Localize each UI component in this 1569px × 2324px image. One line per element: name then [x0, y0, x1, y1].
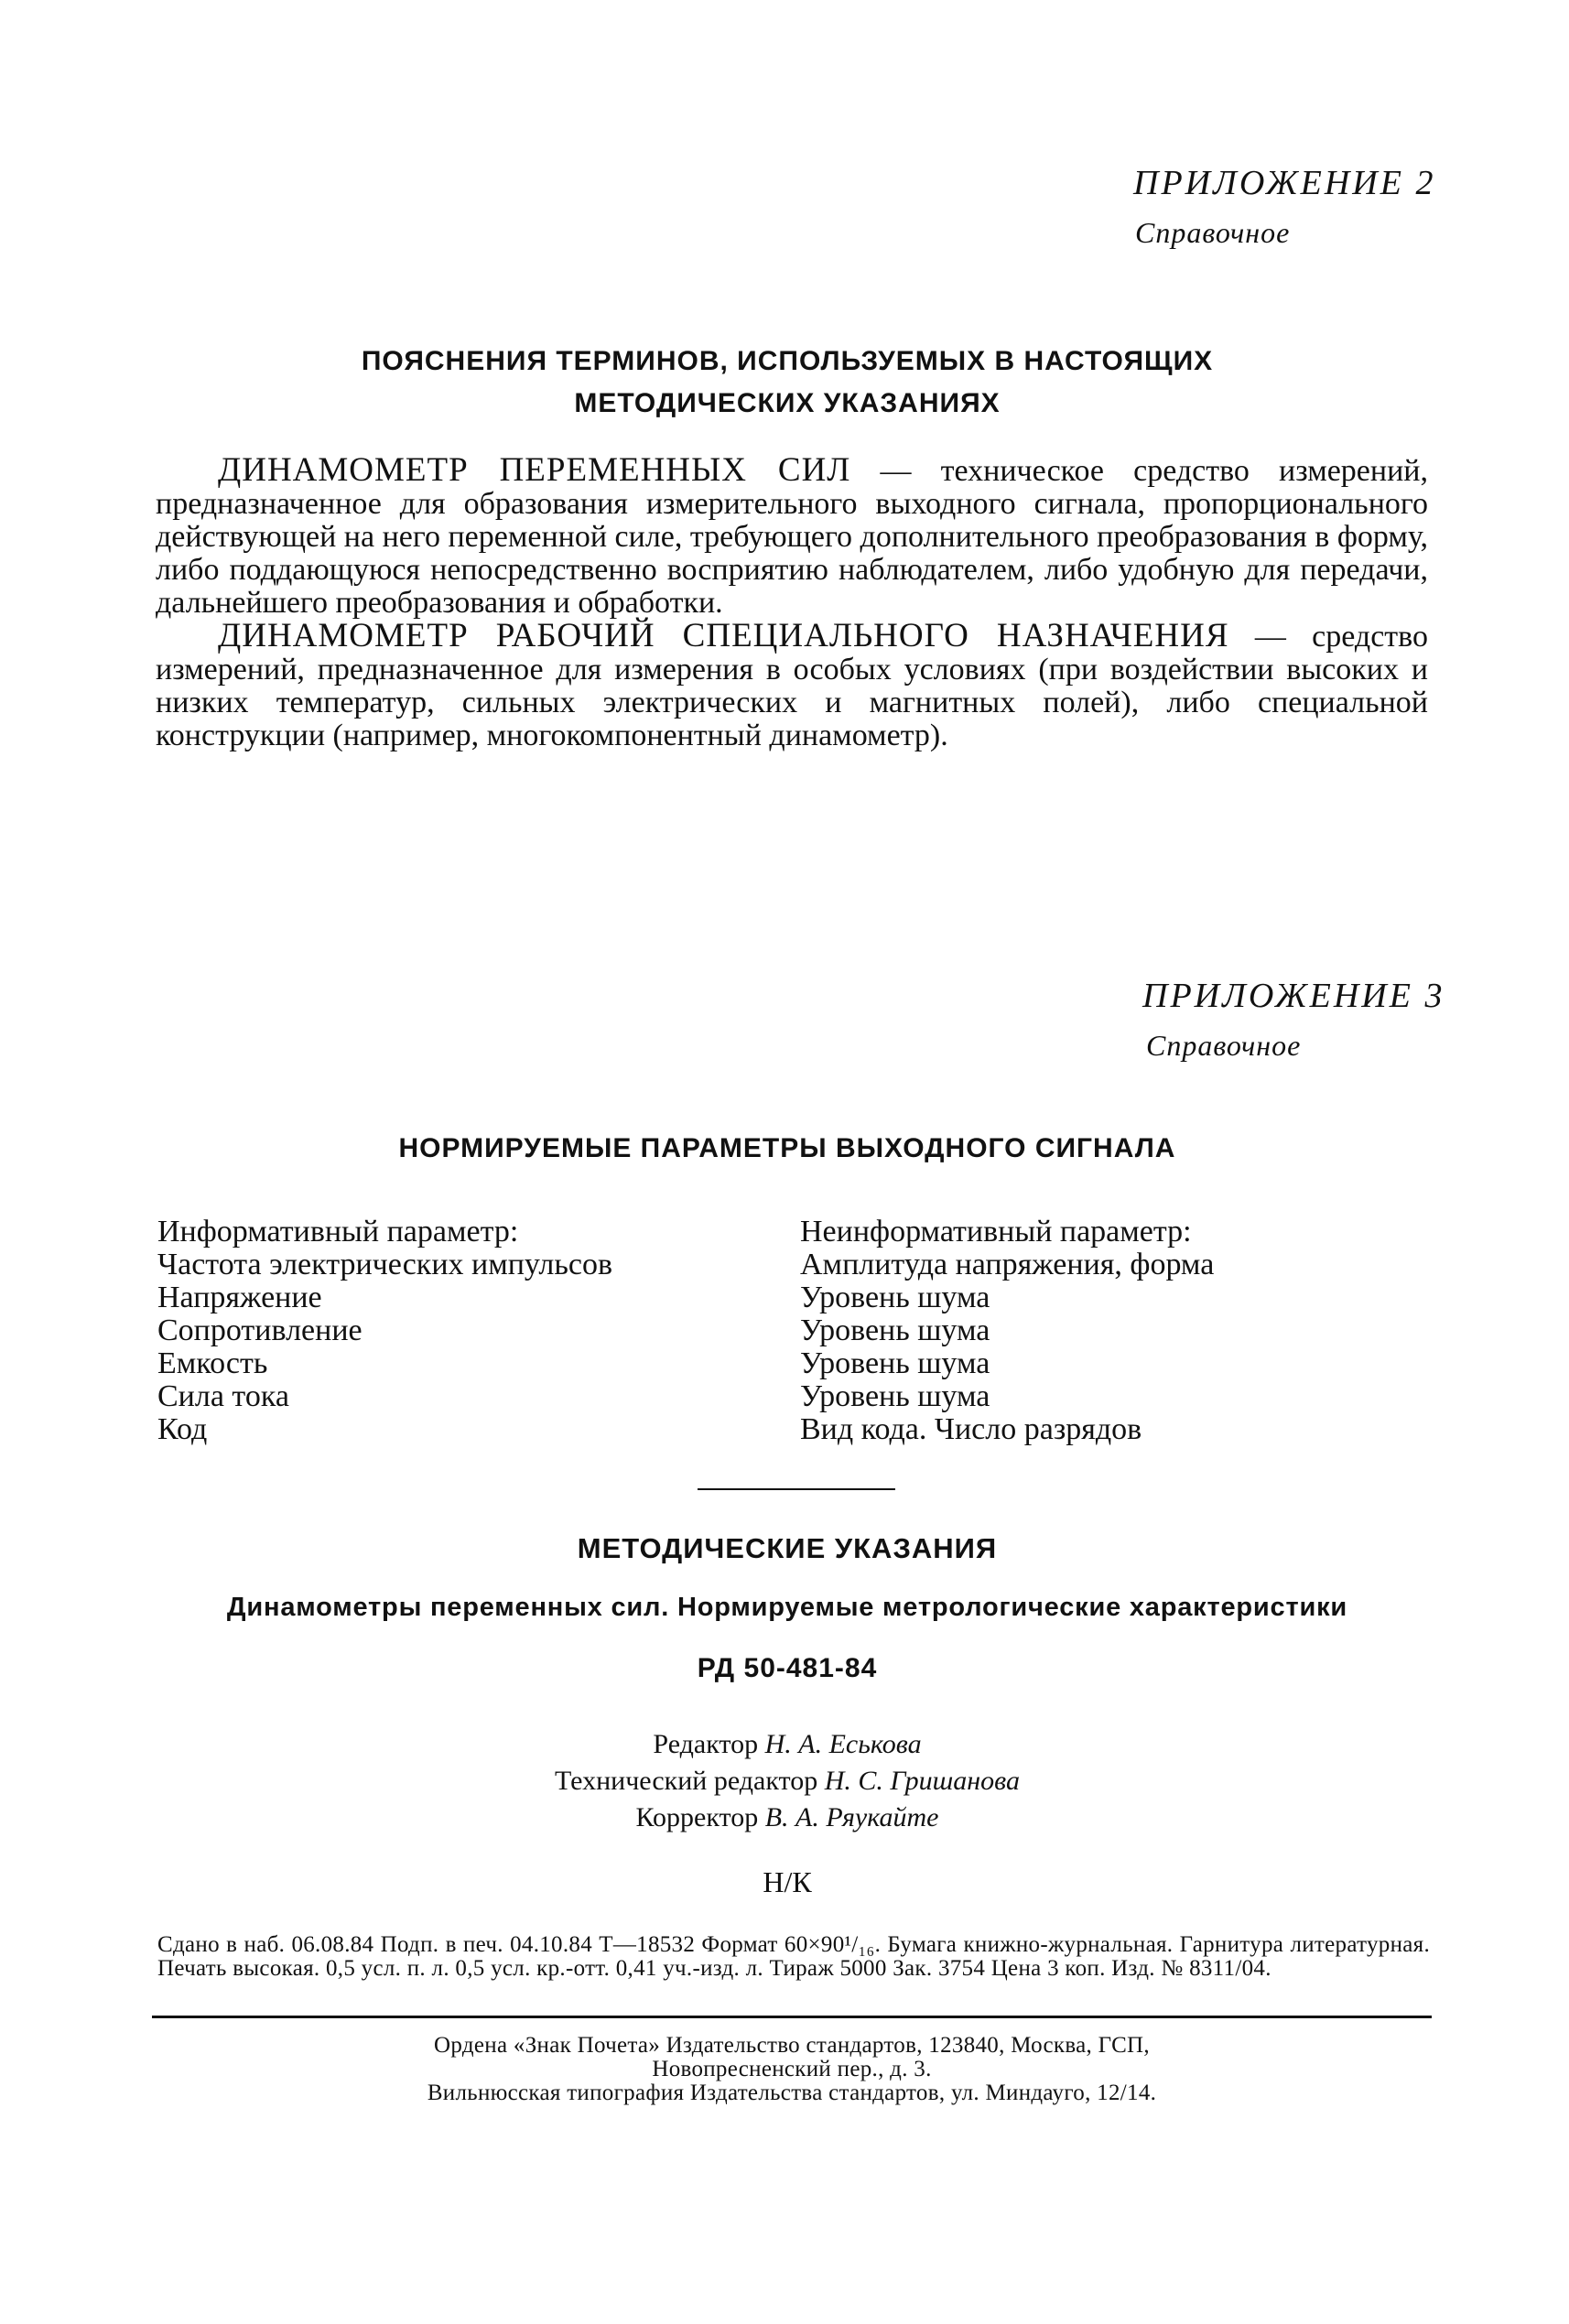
appendix-3-heading: НОРМИРУЕМЫЕ ПАРАМЕТРЫ ВЫХОДНОГО СИГНАЛА — [398, 1133, 1176, 1163]
editors-block — [275, 1726, 1300, 1836]
colophon-subtitle: Динамометры переменных сил. Нормируемые метрологические характеристики — [226, 1593, 1348, 1622]
corrector-label: Корректор — [635, 1802, 759, 1832]
editor-line — [275, 1726, 1300, 1763]
informative-params-column — [157, 1216, 780, 1446]
corrector-name: В. А. Ряукайте — [764, 1802, 939, 1832]
non-informative-param: Уровень шума — [800, 1346, 990, 1380]
informative-param: Напряжение — [157, 1281, 322, 1314]
term-definition-1: — техническое средство измерений, предназначенное для образования измерительного выходного сигнала, пропорционального действующей на него переменной силе, требующего дополнительного преобразования в форму, либо поддающуюся непосредственно восприятию наблюдателем, либо удобную для передачи, дальнейшего преобразования и обработки. — [156, 454, 1428, 620]
term-name-2: ДИНАМОМЕТР РАБОЧИЙ СПЕЦИАЛЬНОГО НАЗНАЧЕНИЯ — [218, 617, 1229, 654]
publisher-address: Новопресненский пер., д. 3. — [652, 2057, 932, 2081]
appendix-3-title: ПРИЛОЖЕНИЕ 3 — [1142, 977, 1445, 1015]
informative-param: Частота электрических импульсов — [157, 1248, 613, 1281]
term-paragraph-2 — [156, 617, 1428, 752]
terms-section — [156, 451, 1428, 752]
appendix-2-heading-line2: МЕТОДИЧЕСКИХ УКАЗАНИЯХ — [574, 388, 1001, 418]
informative-header: Информативный параметр: — [157, 1215, 519, 1248]
editor-label: Редактор — [653, 1729, 759, 1759]
non-informative-param: Уровень шума — [800, 1379, 990, 1413]
publisher-line: Ордена «Знак Почета» Издательство стандартов, 123840, Москва, ГСП, — [434, 2033, 1150, 2058]
print-info: Сдано в наб. 06.08.84 Подп. в печ. 04.10.84 Т—18532 Формат 60×90¹/₁₆. Бумага книжно-журнальная. Гарнитура литературная. Печать высокая. 0,5 усл. п. л. 0,5 усл. кр.-отт. 0,41 уч.-изд. л. Тираж 5000 Зак. 3754 Цена 3 коп. Изд. № 8311/04. — [157, 1932, 1430, 1981]
non-informative-header: Неинформативный параметр: — [800, 1215, 1192, 1248]
printing-house: Вильнюсская типография Издательства стандартов, ул. Миндауго, 12/14. — [427, 2081, 1157, 2105]
tech-editor-line — [275, 1763, 1300, 1800]
term-name-1: ДИНАМОМЕТР ПЕРЕМЕННЫХ СИЛ — [218, 451, 851, 489]
publisher-block — [152, 2034, 1432, 2105]
tech-editor-label: Технический редактор — [554, 1766, 818, 1796]
non-informative-param: Уровень шума — [800, 1281, 990, 1314]
term-paragraph-1 — [156, 451, 1428, 620]
appendix-2-title: ПРИЛОЖЕНИЕ 2 — [1133, 164, 1436, 202]
informative-param: Сила тока — [157, 1379, 289, 1413]
colophon-title: МЕТОДИЧЕСКИЕ УКАЗАНИЯ — [577, 1532, 998, 1564]
editor-name: Н. А. Еськова — [764, 1729, 922, 1759]
term-definition-2: — средство измерений, предназначенное для измерения в особых условиях (при воздействии высоких и низких температур, сильных электрических и магнитных полей), либо специальной конструкции (например, многокомпонентный динамометр). — [156, 620, 1428, 752]
corrector-line — [275, 1800, 1300, 1836]
appendix-3-subtitle: Справочное — [1146, 1029, 1302, 1062]
footer-rule — [152, 2016, 1432, 2018]
informative-param: Емкость — [157, 1346, 268, 1380]
informative-param: Сопротивление — [157, 1313, 362, 1347]
tech-editor-name: Н. С. Гришанова — [824, 1766, 1021, 1796]
non-informative-param: Амплитуда напряжения, форма — [800, 1248, 1215, 1281]
non-informative-param: Уровень шума — [800, 1313, 990, 1347]
document-code: РД 50-481-84 — [697, 1653, 878, 1683]
non-informative-params-column — [800, 1216, 1423, 1446]
informative-param: Код — [157, 1412, 208, 1446]
section-divider — [698, 1488, 895, 1490]
appendix-2-subtitle: Справочное — [1135, 216, 1291, 249]
appendix-2-heading-line1: ПОЯСНЕНИЯ ТЕРМИНОВ, ИСПОЛЬЗУЕМЫХ В НАСТОЯЩИХ — [361, 346, 1214, 376]
non-informative-param: Вид кода. Число разрядов — [800, 1412, 1142, 1446]
nk-mark: Н/К — [763, 1865, 812, 1898]
